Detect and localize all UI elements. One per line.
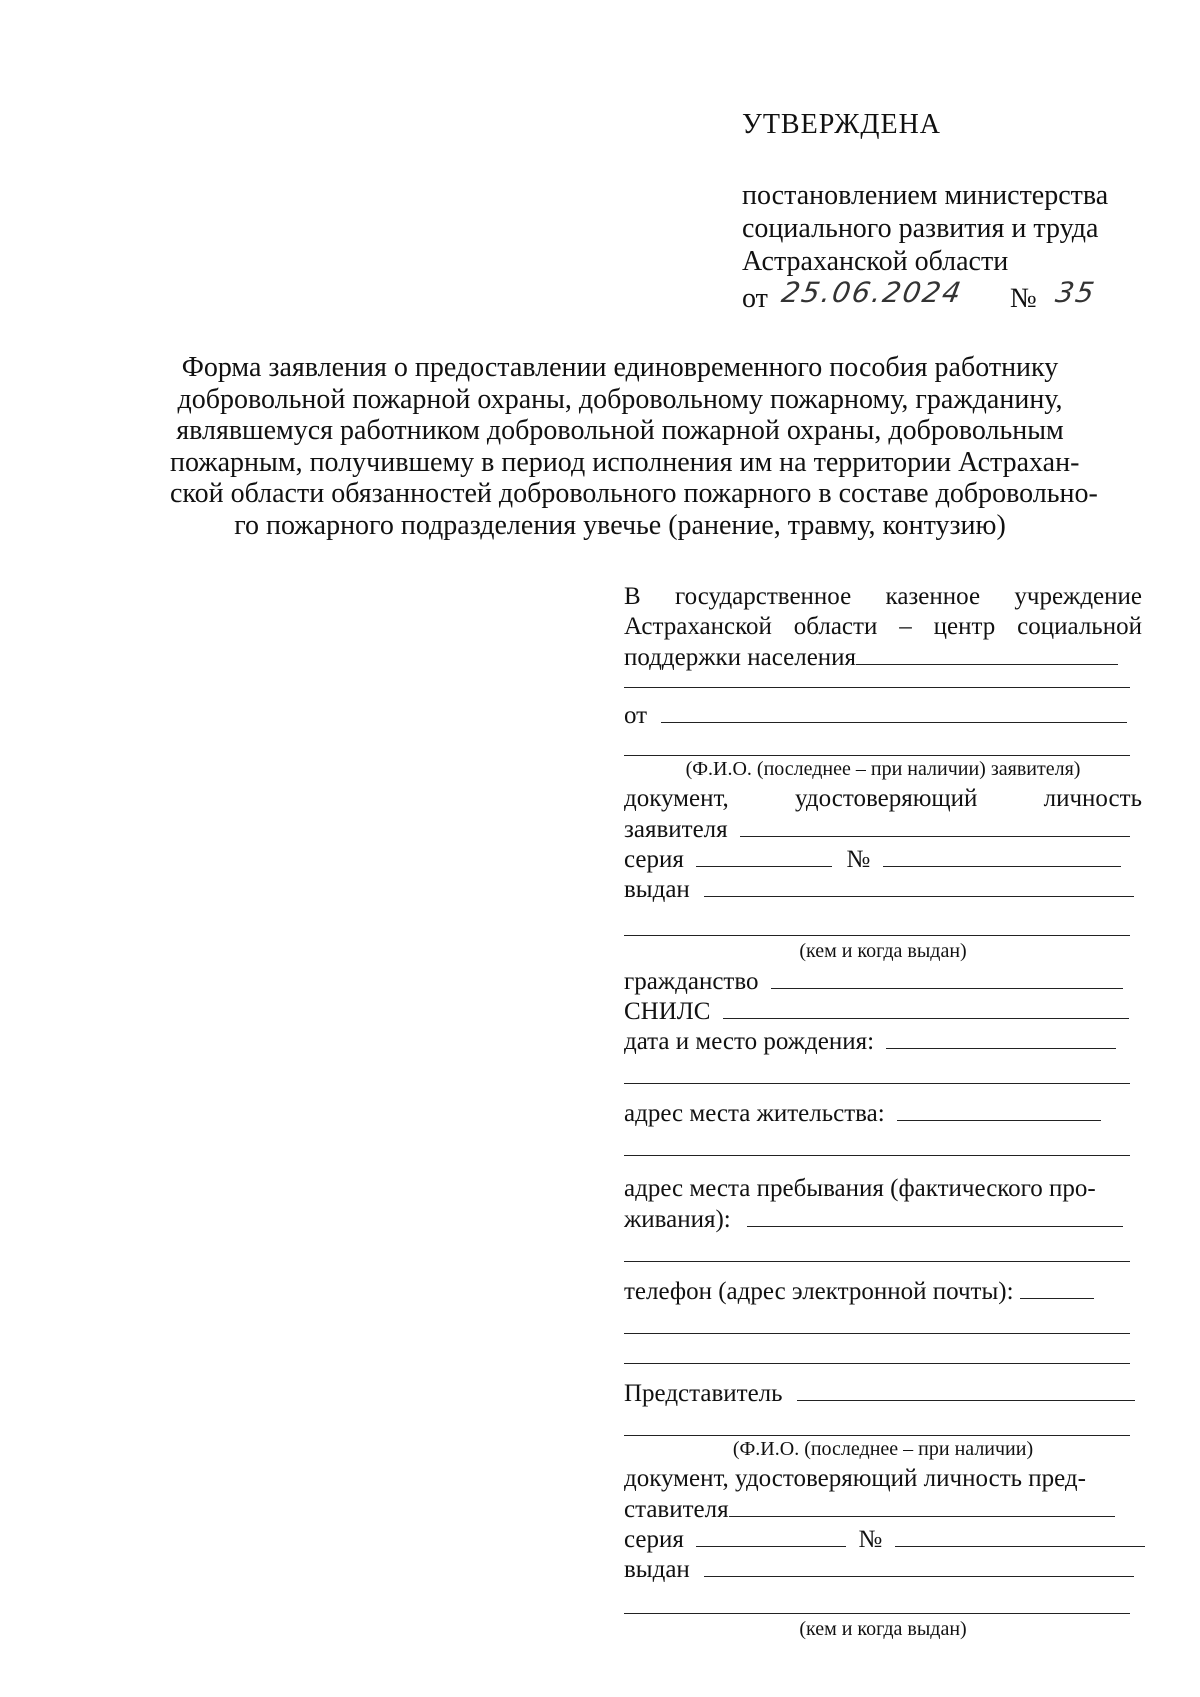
rep-issued-caption: (кем и когда выдан) (799, 1618, 967, 1640)
applicant-doc-field[interactable] (740, 814, 1130, 837)
rep-series-row (624, 1524, 1142, 1554)
word: казенное (885, 583, 981, 610)
handwritten-date: 25.06.2024 (779, 276, 966, 309)
snils-label: СНИЛС (624, 998, 711, 1025)
recipient-center-field[interactable] (856, 642, 1118, 665)
word: личность (1043, 785, 1142, 812)
residence-row (624, 1098, 1142, 1128)
title-line: являвшемуся работником добровольной пожарной охраны, добровольным (176, 415, 1064, 446)
approval-line-2: социального развития и труда (742, 213, 1099, 244)
number-field[interactable] (883, 844, 1121, 867)
residence-field[interactable] (897, 1098, 1101, 1121)
title-line: ской области обязанностей добровольного пожарного в составе добровольно- (170, 478, 1098, 509)
representative-field[interactable] (797, 1378, 1135, 1401)
phone-field-cont-2[interactable] (624, 1362, 1130, 1364)
recipient-line-3 (624, 642, 1142, 672)
word: центр (933, 613, 996, 640)
title-line: добровольной пожарной охраны, добровольному пожарному, гражданину, (177, 383, 1063, 415)
approval-block (742, 108, 1162, 318)
rep-number-label: № (858, 1526, 883, 1553)
phone-field-cont[interactable] (624, 1332, 1130, 1334)
phone-row (624, 1276, 1142, 1306)
rep-issued-row (624, 1554, 1142, 1584)
approval-line-3: Астраханской области (742, 246, 1009, 277)
rep-doc-row-1 (624, 1464, 1142, 1494)
from-label: от (624, 702, 648, 729)
birth-field[interactable] (886, 1026, 1116, 1049)
word: учреждение (1014, 583, 1142, 610)
birth-row (624, 1026, 1142, 1056)
citizenship-label: гражданство (624, 968, 759, 995)
snils-field[interactable] (723, 996, 1129, 1019)
recipient-line-2 (624, 612, 1142, 642)
series-label: серия (624, 846, 684, 873)
phone-label: телефон (адрес электронной почты): (624, 1278, 1014, 1305)
representative-label: Представитель (624, 1380, 783, 1407)
word: – (899, 613, 912, 640)
citizenship-field[interactable] (771, 966, 1123, 989)
citizenship-row (624, 966, 1142, 996)
recipient-center-field-cont[interactable] (624, 686, 1130, 688)
rep-series-field[interactable] (696, 1524, 846, 1547)
stay-row-2 (624, 1204, 1142, 1234)
residence-field-cont[interactable] (624, 1154, 1130, 1156)
word: социальной (1017, 613, 1142, 640)
form-title (170, 352, 1098, 541)
rep-doc-field[interactable] (729, 1494, 1115, 1517)
word: документ, (624, 785, 729, 812)
approval-date-line (742, 276, 1162, 318)
word: В (624, 583, 641, 610)
word: области (793, 613, 878, 640)
rep-series-label: серия (624, 1526, 684, 1553)
rep-doc-row-2 (624, 1494, 1142, 1524)
word: государственное (675, 583, 852, 610)
id-doc-line (624, 784, 1142, 814)
rep-number-field[interactable] (895, 1524, 1145, 1547)
issued-label: выдан (624, 876, 690, 903)
applicant-name-field[interactable] (661, 700, 1127, 723)
handwritten-number: 35 (1053, 276, 1099, 309)
recipient-line-1 (624, 582, 1142, 612)
approval-line-1: постановлением министерства (742, 180, 1109, 211)
issued-row (624, 874, 1142, 904)
rep-issued-field[interactable] (704, 1554, 1134, 1577)
rep-doc-label-cont: ставителя (624, 1496, 729, 1523)
word: удостоверяющий (795, 785, 978, 812)
residence-label: адрес места жительства: (624, 1100, 885, 1127)
representative-caption: (Ф.И.О. (последнее – при наличии) (732, 1438, 1034, 1460)
birth-label: дата и место рождения: (624, 1028, 875, 1055)
stay-row-1 (624, 1174, 1142, 1204)
applicant-doc-row (624, 814, 1142, 844)
number-label: № (846, 846, 871, 873)
stay-field[interactable] (747, 1204, 1123, 1227)
series-row (624, 844, 1142, 874)
snils-row (624, 996, 1142, 1026)
rep-doc-label: документ, удостоверяющий личность пред- (624, 1465, 1086, 1492)
stay-label-cont: живания): (624, 1206, 731, 1233)
title-line: Форма заявления о предоставлении единовременного пособия работнику (181, 352, 1059, 383)
representative-row (624, 1378, 1142, 1408)
from-row (624, 700, 1142, 730)
word: Астраханской (624, 613, 772, 640)
issued-caption: (кем и когда выдан) (799, 940, 967, 962)
issued-field[interactable] (704, 874, 1134, 897)
recipient-support-label: поддержки населения (624, 644, 857, 671)
date-prefix: от (742, 283, 768, 314)
birth-field-cont[interactable] (624, 1082, 1130, 1084)
title-line: пожарным, получившему в период исполнения им на территории Астрахан- (170, 446, 1080, 478)
phone-field[interactable] (1020, 1276, 1094, 1299)
issued-field-cont[interactable] (624, 934, 1130, 936)
number-sign: № (1010, 283, 1037, 314)
title-line: го пожарного подразделения увечье (ранение, травму, контузию) (234, 509, 1006, 541)
application-form (624, 582, 1142, 1644)
rep-issued-label: выдан (624, 1556, 690, 1583)
rep-issued-field-cont[interactable] (624, 1612, 1130, 1614)
applicant-caption: (Ф.И.О. (последнее – при наличии) заявителя) (685, 758, 1081, 780)
applicant-label: заявителя (624, 816, 728, 843)
stay-label: адрес места пребывания (фактического про- (624, 1175, 1096, 1202)
stay-field-cont[interactable] (624, 1260, 1130, 1262)
approved-heading: УТВЕРЖДЕНА (742, 109, 942, 140)
series-field[interactable] (696, 844, 832, 867)
